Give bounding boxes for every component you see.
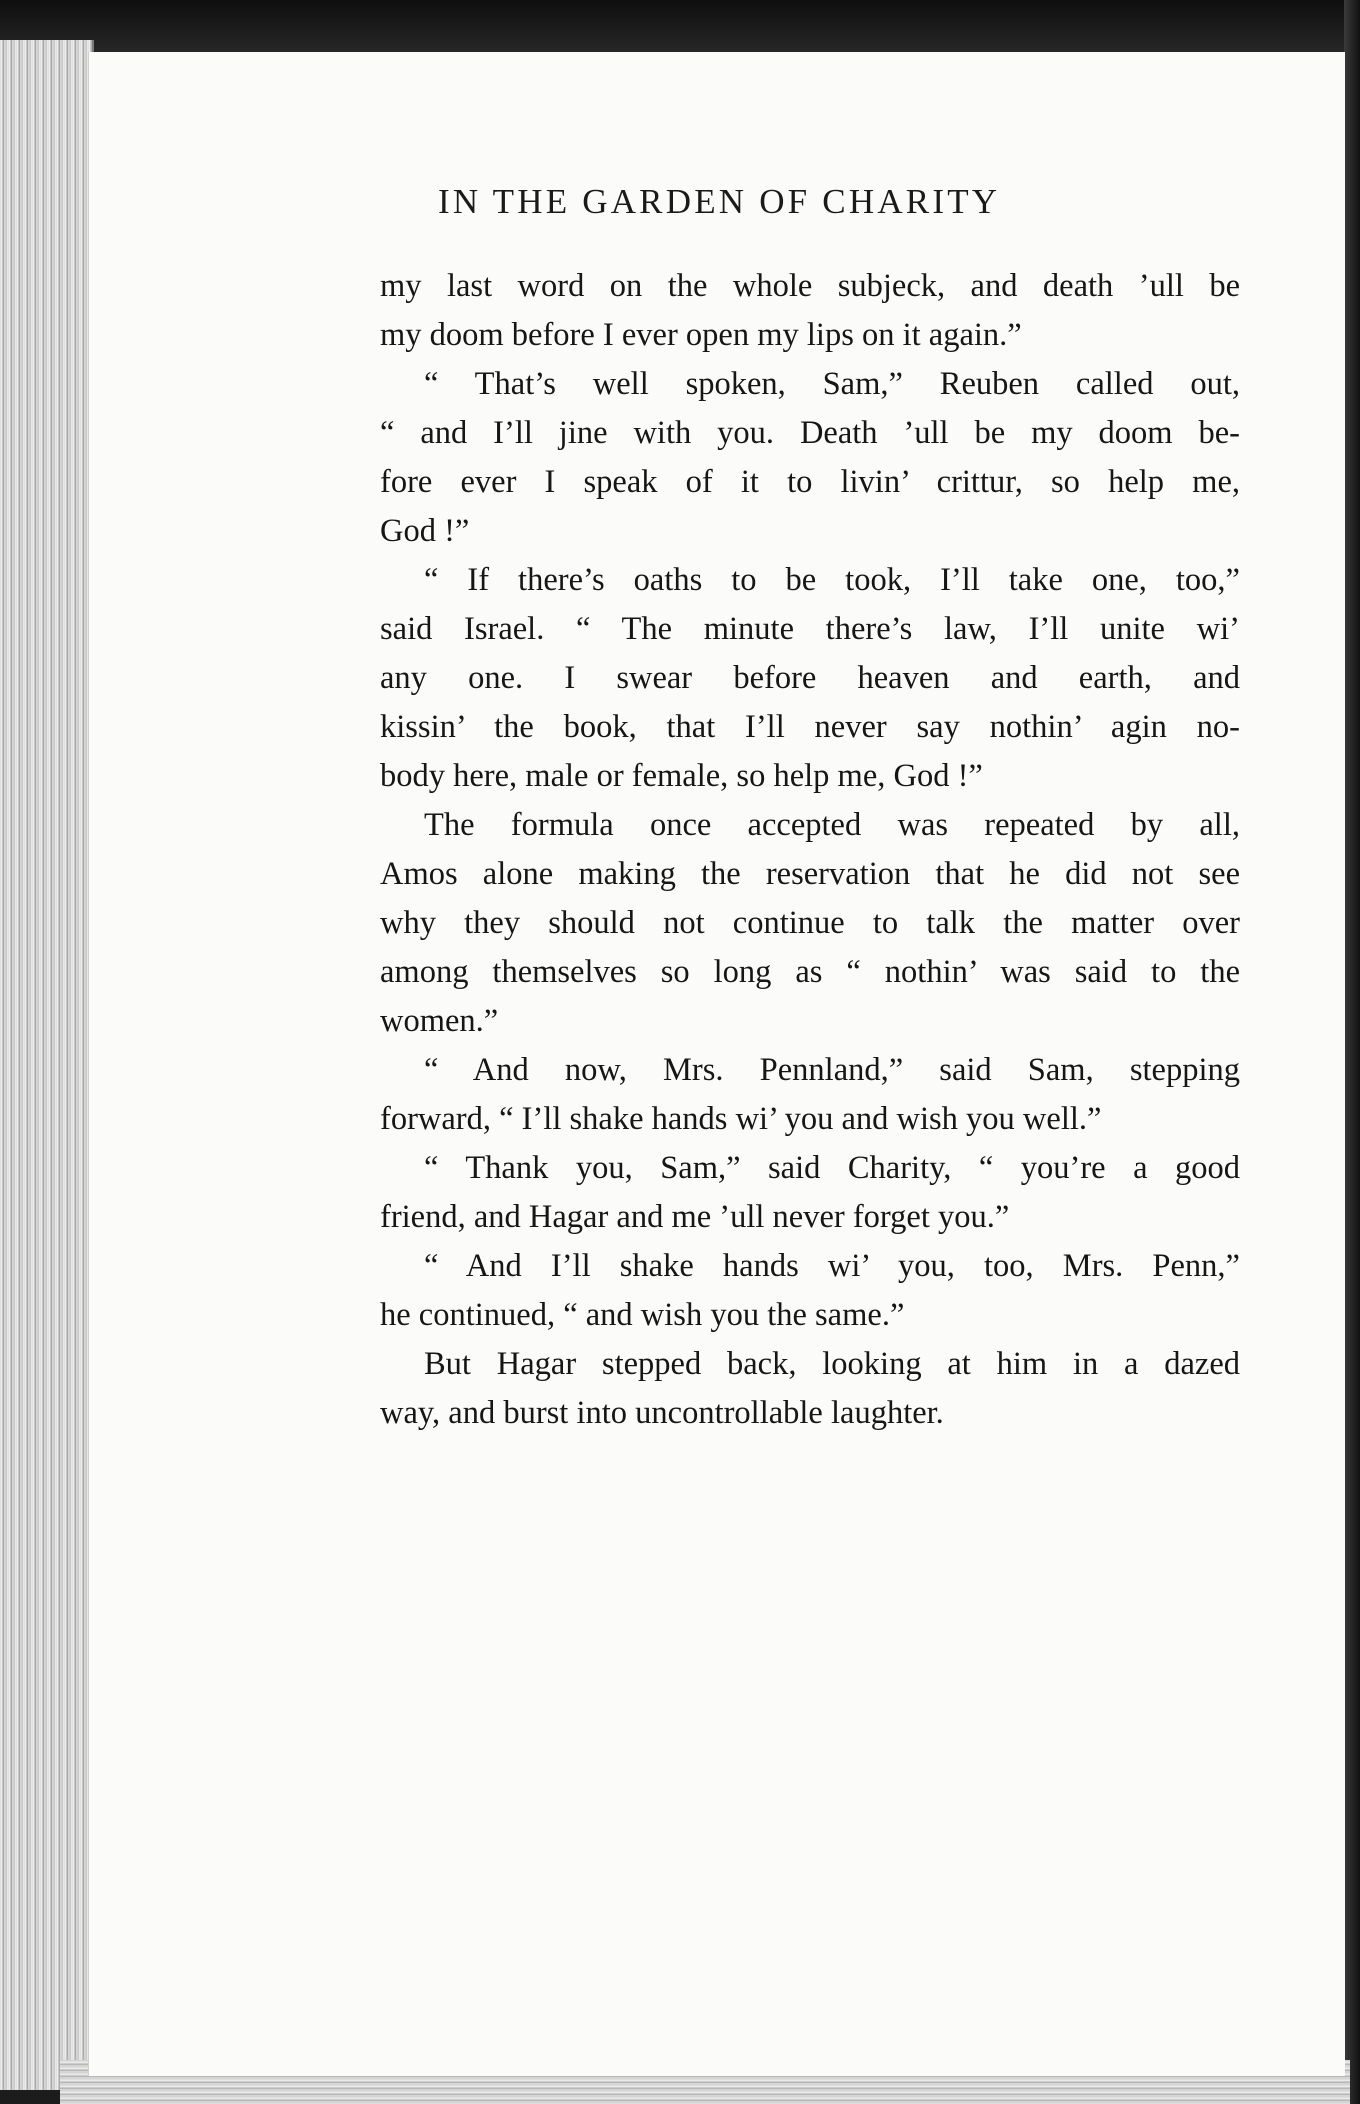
text-line: he continued, “ and wish you the same.” bbox=[380, 1297, 905, 1333]
body-text bbox=[380, 262, 1240, 1438]
running-head: IN THE GARDEN OF CHARITY bbox=[438, 182, 1001, 221]
text-line: fore ever I speak of it to livin’ crittur, so help me, bbox=[380, 464, 1240, 500]
text-line: among themselves so long as “ nothin’ was said to the bbox=[380, 954, 1240, 990]
text-line: God !” bbox=[380, 513, 470, 549]
text-line: Amos alone making the reservation that he did not see bbox=[380, 856, 1240, 892]
text-line: kissin’ the book, that I’ll never say nothin’ agin no- bbox=[380, 709, 1240, 745]
text-line: my doom before I ever open my lips on it again.” bbox=[380, 317, 1022, 353]
text-line: The formula once accepted was repeated by all, bbox=[424, 807, 1240, 843]
text-line: But Hagar stepped back, looking at him in a dazed bbox=[424, 1346, 1240, 1382]
text-line: any one. I swear before heaven and earth, and bbox=[380, 660, 1240, 696]
text-line: “ and I’ll jine with you. Death ’ull be my doom be- bbox=[380, 415, 1240, 451]
text-line: “ That’s well spoken, Sam,” Reuben called out, bbox=[424, 366, 1240, 402]
text-line: women.” bbox=[380, 1003, 499, 1039]
text-line: body here, male or female, so help me, God !” bbox=[380, 758, 983, 794]
text-line: “ And now, Mrs. Pennland,” said Sam, stepping bbox=[424, 1052, 1240, 1088]
text-line: “ And I’ll shake hands wi’ you, too, Mrs. Penn,” bbox=[424, 1248, 1240, 1284]
text-line: “ If there’s oaths to be took, I’ll take one, too,” bbox=[424, 562, 1240, 598]
text-line: why they should not continue to talk the matter over bbox=[380, 905, 1240, 941]
scan-top-background bbox=[0, 0, 1360, 58]
book-page-edges bbox=[0, 40, 94, 2090]
text-line: “ Thank you, Sam,” said Charity, “ you’re a good bbox=[424, 1150, 1240, 1186]
text-line: friend, and Hagar and me ’ull never forget you.” bbox=[380, 1199, 1010, 1235]
text-line: forward, “ I’ll shake hands wi’ you and wish you well.” bbox=[380, 1101, 1102, 1137]
text-line: said Israel. “ The minute there’s law, I’ll unite wi’ bbox=[380, 611, 1240, 647]
text-line: way, and burst into uncontrollable laughter. bbox=[380, 1395, 944, 1431]
text-line: my last word on the whole subjeck, and death ’ull be bbox=[380, 268, 1240, 304]
scan-right-background bbox=[1344, 0, 1360, 2104]
